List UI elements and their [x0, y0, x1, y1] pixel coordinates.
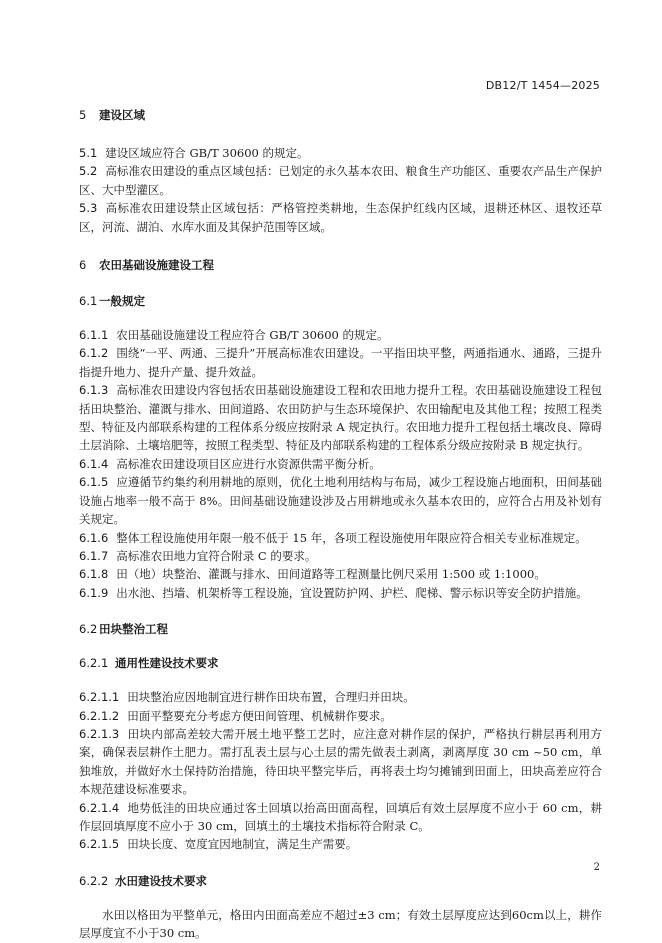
clause-text: 田块长度、宽度宜因地制宜，满足生产需要。 [127, 837, 358, 852]
section-title: 田块整治工程 [99, 622, 168, 637]
clause-text: 地势低洼的田块应通过客土回填以抬高田面高程，回填后有效土层厚度不应小于 60 cm，耕作层回填厚度不应小于 30 cm，回填土的土壤技术指标符合附录 C。 [79, 800, 602, 833]
clause-number: 5.1 [79, 146, 98, 160]
section-title: 通用性建设技术要求 [115, 656, 219, 671]
clause-number: 6.2.1.2 [79, 708, 120, 723]
clause-text: 高标准农田建设项目区应进行水资源供需平衡分析。 [116, 456, 381, 471]
section-number: 6.1 [79, 294, 98, 309]
section-title: 建设区域 [99, 108, 145, 122]
clause-text: 整体工程设施使用年限一般不低于 15 年，各项工程设施使用年限应符合相关专业标准规定。 [116, 530, 587, 545]
clause-text: 高标准农田地力宜符合附录 C 的要求。 [116, 548, 317, 563]
clause-number: 6.1.1 [79, 328, 109, 343]
section-heading [79, 654, 602, 672]
section-number: 5 [79, 108, 87, 122]
clause-number: 6.1.6 [79, 530, 109, 545]
clause-paragraph [79, 199, 602, 236]
clause-paragraph [79, 381, 602, 455]
clause-paragraph [79, 906, 602, 943]
clause-text: 应遵循节约集约利用耕地的原则，优化土地利用结构与布局，减少工程设施占地面积，田间基础设施占地率一般不高于 8%。田间基础设施建设涉及占用耕地或永久基本农田的，应符合占用及补划有关规定。 [79, 475, 602, 527]
section-heading [79, 106, 602, 124]
clause-number: 6.1.3 [79, 383, 109, 398]
clause-text: 建设区域应符合 GB/T 30600 的规定。 [105, 146, 309, 160]
section-heading [79, 620, 602, 638]
clause-paragraph [79, 326, 602, 344]
clause-paragraph [79, 584, 602, 602]
clause-paragraph [79, 565, 602, 583]
clause-text: 高标准农田建设的重点区域包括：已划定的永久基本农田、粮食生产功能区、重要农产品生产保护区、大中型灌区。 [79, 164, 602, 197]
clause-text: 高标准农田建设内容包括农田基础设施建设工程和农田地力提升工程。农田基础设施建设工程包括田块整治、灌溉与排水、田间道路、农田防护与生态环境保护、农田输配电及其他工程；按照工程类型、特征及内部联系构建的工程体系分级应按附录 A 规定执行。农田地力提升工程包括土壤改良、障碍土层消除、土壤培肥等，按照工程类型、特征及内部联系构建的工程体系分级应按附录 B 规定执行。 [79, 383, 602, 453]
clause-paragraph [79, 144, 602, 162]
section-title: 农田基础设施建设工程 [99, 258, 214, 273]
clause-paragraph [79, 547, 602, 565]
clause-number: 6.2.1.1 [79, 690, 120, 705]
clause-text: 围绕“一平、两通、三提升”开展高标准农田建设。一平指田块平整，两通指通水、通路，三提升指提升地力、提升产量、提升效益。 [79, 346, 602, 379]
clause-paragraph [79, 344, 602, 381]
clause-number: 6.1.5 [79, 475, 109, 490]
clause-number: 5.3 [79, 201, 98, 216]
clause-paragraph [79, 707, 602, 725]
clause-text: 田块整治应因地制宜进行耕作田块布置，合理归并田块。 [127, 690, 415, 705]
clause-paragraph [79, 835, 602, 853]
clause-number: 6.2.1.4 [79, 800, 120, 815]
clause-text: 高标准农田建设禁止区域包括：严格管控类耕地，生态保护红线内区域，退耕还林区、退牧还草区，河流、湖泊、水库水面及其保护范围等区域。 [79, 201, 602, 234]
clause-text: 田（地）块整治、灌溉与排水、田间道路等工程测量比例尺采用 1:500 或 1:1000。 [116, 567, 546, 582]
document-code: DB12/T 1454—2025 [485, 79, 600, 92]
clause-paragraph [79, 725, 602, 799]
page-number: 2 [593, 862, 600, 873]
clause-paragraph [79, 455, 602, 473]
clause-number: 6.1.2 [79, 346, 109, 361]
clause-number: 6.1.8 [79, 567, 109, 582]
clause-number: 6.2.1.3 [79, 726, 120, 741]
document-body [79, 106, 602, 943]
section-number: 6.2.2 [79, 873, 109, 888]
clause-text: 农田基础设施建设工程应符合 GB/T 30600 的规定。 [116, 328, 389, 343]
clause-number: 5.2 [79, 164, 98, 179]
section-number: 6 [79, 258, 87, 273]
clause-text: 田面平整要充分考虑方便田间管理、机械耕作要求。 [127, 708, 392, 723]
section-title: 水田建设技术要求 [115, 873, 207, 888]
clause-paragraph [79, 688, 602, 706]
section-heading [79, 292, 602, 310]
section-number: 6.2.1 [79, 656, 109, 671]
clause-number: 6.2.1.5 [79, 837, 120, 852]
clause-paragraph [79, 473, 602, 528]
section-title: 一般规定 [99, 294, 145, 309]
section-number: 6.2 [79, 622, 98, 637]
clause-text: 出水池、挡墙、机架桥等工程设施，宜设置防护网、护栏、爬梯、警示标识等安全防护措施。 [116, 585, 588, 600]
section-heading [79, 872, 602, 890]
clause-text: 田块内部高差较大需开展土地平整工艺时，应注意对耕作层的保护，严格执行耕层再利用方案，确保表层耕作土肥力。需打乱表土层与心土层的需先做表土剥离，剥离厚度 30 cm ~50 cm，单独堆放，并做好水土保持防治措施，待田块平整完毕后，再将表土均匀摊铺到田面上，田块高差应符合本规范建设标准要求。 [79, 726, 602, 797]
clause-text: 水田以格田为平整单元，格田内田面高差应不超过±3 cm；有效土层厚度应达到60cm以上，耕作层厚度宜不小于30 cm。 [79, 907, 602, 941]
clause-number: 6.1.4 [79, 456, 109, 471]
clause-paragraph [79, 799, 602, 836]
clause-number: 6.1.9 [79, 585, 109, 600]
clause-number: 6.1.7 [79, 548, 109, 563]
clause-paragraph [79, 162, 602, 199]
section-heading [79, 256, 602, 274]
clause-paragraph [79, 529, 602, 547]
